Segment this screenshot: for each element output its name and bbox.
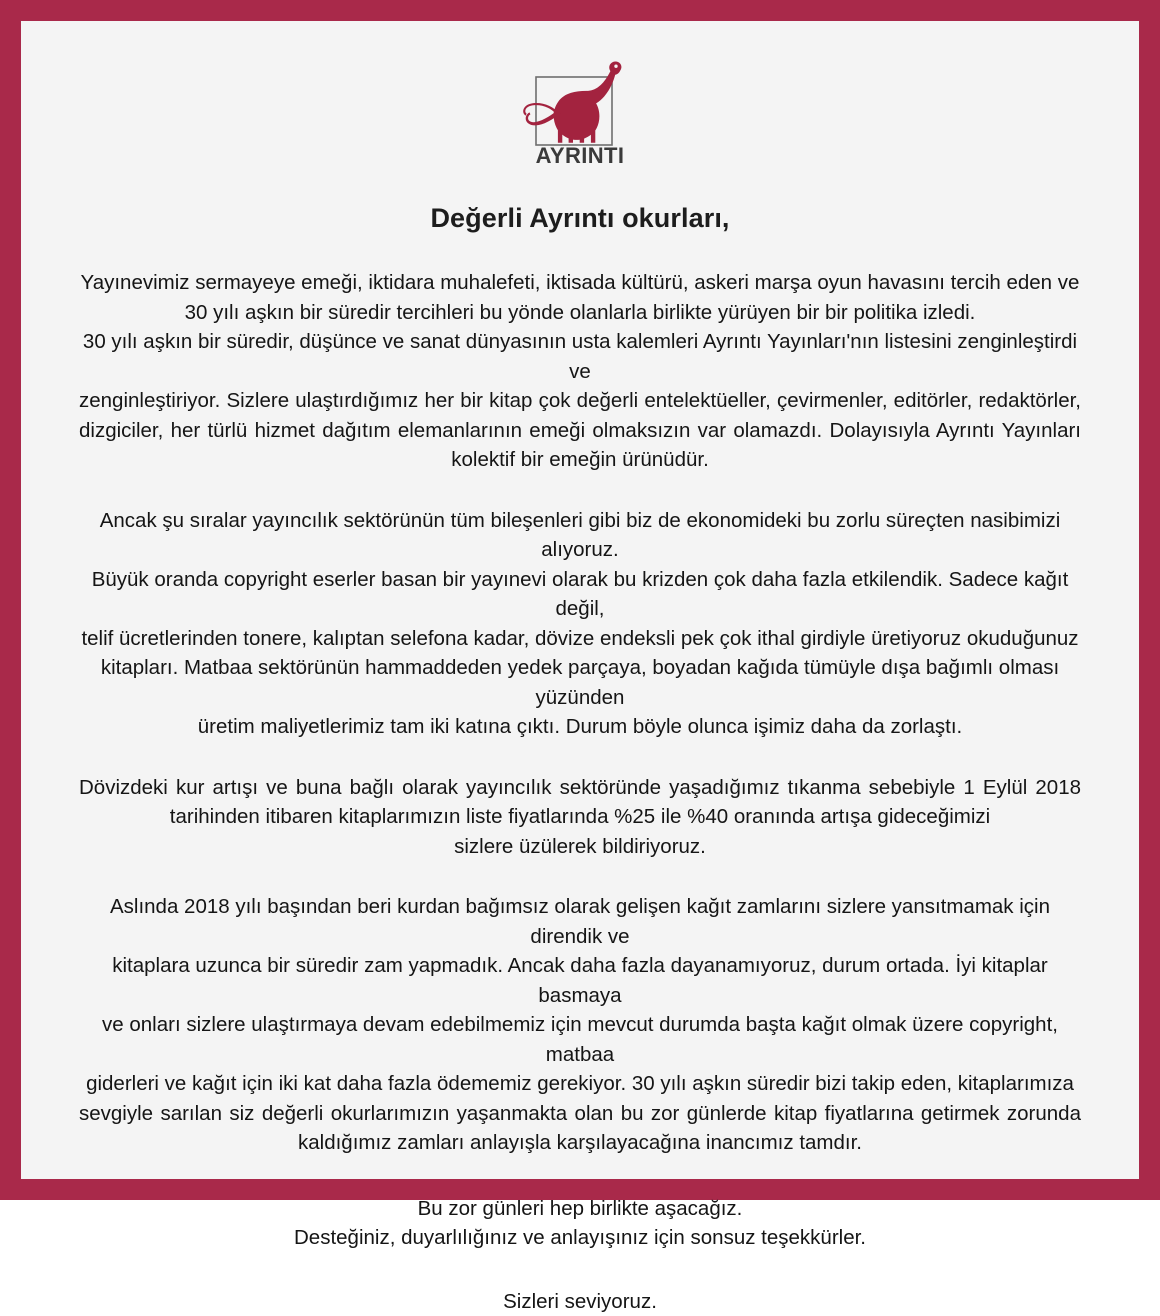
paragraph-1 [79,268,1081,475]
text-line: kaldığımız zamları anlayışla karşılayacağına inancımız tamdır. [298,1131,862,1155]
ayrinti-yayinlari-logo [521,57,639,167]
dinosaur-eye [614,65,617,68]
letter-body [79,268,1081,1316]
text-line: Büyük oranda copyright eserler basan bir yayınevi olarak bu krizden çok daha fazla etkilendik. Sadece kağıt değil, [91,567,1069,621]
text-line: zenginleştiriyor. Sizlere ulaştırdığımız her bir kitap çok değerli entelektüeller, çevirmenler, editörler, redaktörler, [79,389,1081,413]
text-line: kolektif bir emeğin ürünüdür. [451,448,709,472]
text-line: Desteğiniz, duyarlılığınız ve anlayışınız için sonsuz teşekkürler. [294,1226,866,1250]
paragraph-2 [79,506,1081,742]
text-line: Dövizdeki kur artışı ve buna bağlı olarak yayıncılık sektöründe yaşadığımız tıkanma sebebiyle 1 Eylül 2018 [79,775,1081,799]
announcement-card [21,21,1139,1313]
text-line: Yayınevimiz sermayeye emeği, iktidara muhalefeti, iktisada kültürü, askeri marşa oyun havasını tercih eden ve [80,271,1080,294]
paragraph-3 [79,773,1081,862]
text-line: telif ücretlerinden tonere, kalıptan selefona kadar, dövize endeksli pek çok ithal girdiyle üretiyoruz okuduğunuz [81,626,1079,650]
logo-wordmark: AYRINTI [535,143,625,168]
text-line: kitapları. Matbaa sektörünün hammaddeden yedek parçaya, boyadan kağıda tümüyle dışa bağımlı olması yüzünden [100,656,1060,709]
text-line: Sizleri seviyoruz. [503,1289,657,1313]
page-title: Değerli Ayrıntı okurları, [430,203,730,233]
text-line: giderleri ve kağıt için iki kat daha fazla ödememiz gerekiyor. 30 yılı aşkın süredir bizi takip eden, kitaplarımıza [86,1072,1074,1096]
paragraph-4 [79,892,1081,1158]
signoff-block [79,1287,1081,1316]
closing-block [79,1194,1081,1253]
text-line: 30 yılı aşkın bir süredir, düşünce ve sanat dünyasının usta kalemleri Ayrıntı Yayınları'nın listesini zenginleştirdi ve [82,330,1078,383]
brontosaurus-icon [523,62,621,143]
text-line: Bu zor günleri hep birlikte aşacağız. [417,1196,743,1220]
text-line: Ancak şu sıralar yayıncılık sektörünün tüm bileşenleri gibi biz de ekonomideki bu zorlu süreçten nasibimizi alıyoruz. [99,508,1061,562]
logo-container [79,21,1081,167]
text-line: dizgiciler, her türlü hizmet dağıtım elemanlarının emeği olmaksızın var olamazdı. Dolayısıyla Ayrıntı Yayınları [79,418,1081,442]
text-line: sevgiyle sarılan siz değerli okurlarımızın yaşanmakta olan bu zor günlerde kitap fiyatlarına getirmek zorunda [79,1101,1081,1125]
text-line: Aslında 2018 yılı başından beri kurdan bağımsız olarak gelişen kağıt zamlarını sizlere yansıtmamak için direndik ve [109,895,1051,948]
text-line: sizlere üzülerek bildiriyoruz. [454,834,706,858]
text-line: kitaplara uzunca bir süredir zam yapmadık. Ancak daha fazla dayanamıyoruz, durum ortada. İyi kitaplar basmaya [112,954,1048,1007]
text-line: ve onları sizlere ulaştırmaya devam edebilmemiz için mevcut durumda başta kağıt olmak üzere copyright, matbaa [102,1013,1058,1066]
text-line: üretim maliyetlerimiz tam iki katına çıktı. Durum böyle olunca işimiz daha da zorlaştı. [197,715,963,739]
text-line: 30 yılı aşkın bir süredir tercihleri bu yönde olanlarla birlikte yürüyen bir bir politika izledi. [184,300,976,324]
text-line: tarihinden itibaren kitaplarımızın liste fiyatlarında %25 ile %40 oranında artışa gideceğimizi [169,805,991,829]
